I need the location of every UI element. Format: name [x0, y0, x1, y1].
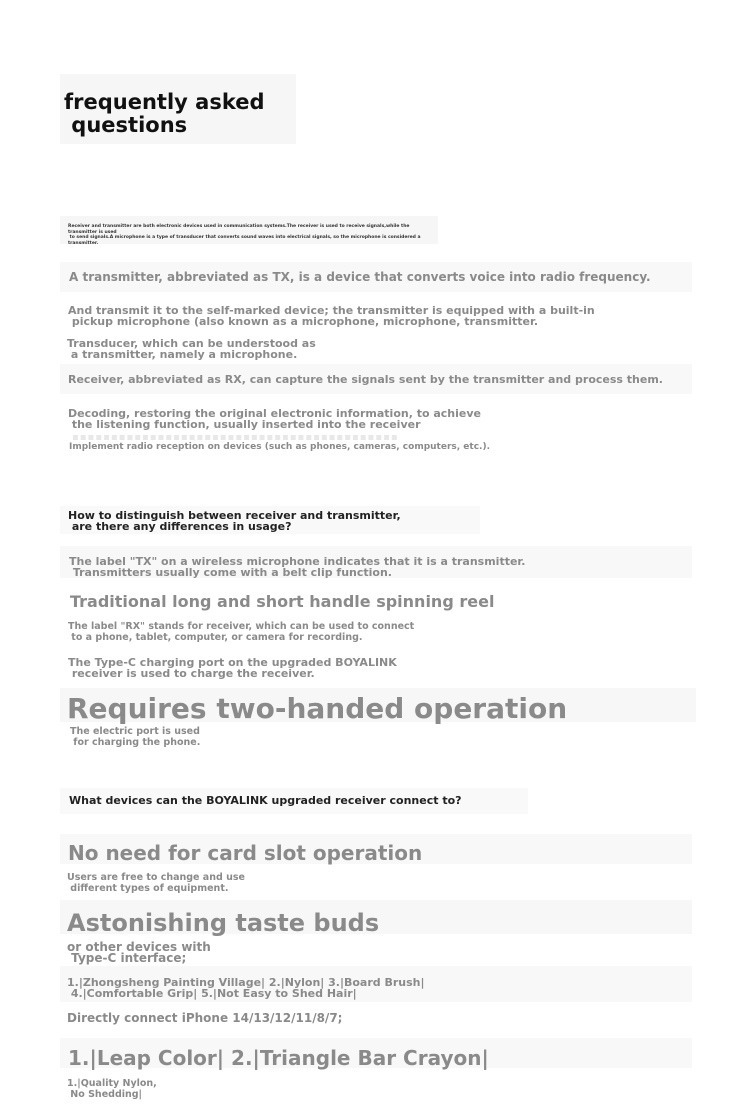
transmitter-detail: And transmit it to the self-marked device; the transmitter is equipped with a built-in pickup microphone (also known as a microphone, microphone, transmitter. [68, 304, 595, 328]
card-slot-heading: No need for card slot operation [68, 841, 423, 865]
spinning-reel-heading: Traditional long and short handle spinning reel [70, 592, 495, 611]
intro-text: Receiver and transmitter are both electronic devices used in communication systems.The receiver is used to receive signals,while the transmitter is used to send signals.A microphone is a type of transducer that converts sound waves into electrical signals, so the microphone is considered a transmitter. [68, 224, 421, 246]
crayon-heading: 1.|Leap Color| 2.|Triangle Bar Crayon| [68, 1046, 489, 1070]
electric-port-note: The electric port is used for charging the phone. [70, 726, 201, 748]
type-c-port-note: The Type-C charging port on the upgraded BOYALINK receiver is used to charge the receiver. [68, 656, 397, 680]
feature-list: 1.|Zhongsheng Painting Village| 2.|Nylon| 3.|Board Brush| 4.|Comfortable Grip| 5.|Not Easy to Shed Hair| [67, 976, 425, 1000]
type-c-devices-note: or other devices with Type-C interface; [67, 940, 211, 965]
question-distinguish: How to distinguish between receiver and transmitter, are there any differences in usage? [68, 509, 401, 533]
radio-reception-note: Implement radio reception on devices (such as phones, cameras, computers, etc.). [69, 442, 490, 452]
two-handed-heading: Requires two-handed operation [67, 692, 568, 725]
iphone-note: Directly connect iPhone 14/13/12/11/8/7; [67, 1011, 343, 1025]
page-title: frequently asked questions [64, 90, 265, 137]
taste-buds-heading: Astonishing taste buds [67, 909, 380, 937]
equipment-note: Users are free to change and use different types of equipment. [67, 872, 245, 894]
receiver-definition: Receiver, abbreviated as RX, can capture the signals sent by the transmitter and process them. [68, 373, 663, 386]
rx-label-note: The label "RX" stands for receiver, which can be used to connect to a phone, tablet, computer, or camera for recording. [68, 621, 415, 643]
nylon-note: 1.|Quality Nylon, No Shedding| [67, 1078, 157, 1100]
transducer-note: Transducer, which can be understood as a transmitter, namely a microphone. [67, 337, 316, 361]
ghost-text: ▪▪▪▪▪▪▪▪▪▪▪▪▪▪▪▪▪▪▪▪▪▪▪▪▪▪▪▪▪▪▪▪▪▪▪▪▪▪▪▪▪▪ [72, 432, 399, 443]
transmitter-definition: A transmitter, abbreviated as TX, is a device that converts voice into radio frequency. [69, 270, 651, 284]
tx-label-note: The label "TX" on a wireless microphone indicates that it is a transmitter. Transmitters usually come with a belt clip function. [69, 555, 526, 579]
question-devices: What devices can the BOYALINK upgraded receiver connect to? [69, 794, 462, 807]
decoding-note: Decoding, restoring the original electronic information, to achieve the listening function, usually inserted into the receiver [68, 407, 481, 431]
